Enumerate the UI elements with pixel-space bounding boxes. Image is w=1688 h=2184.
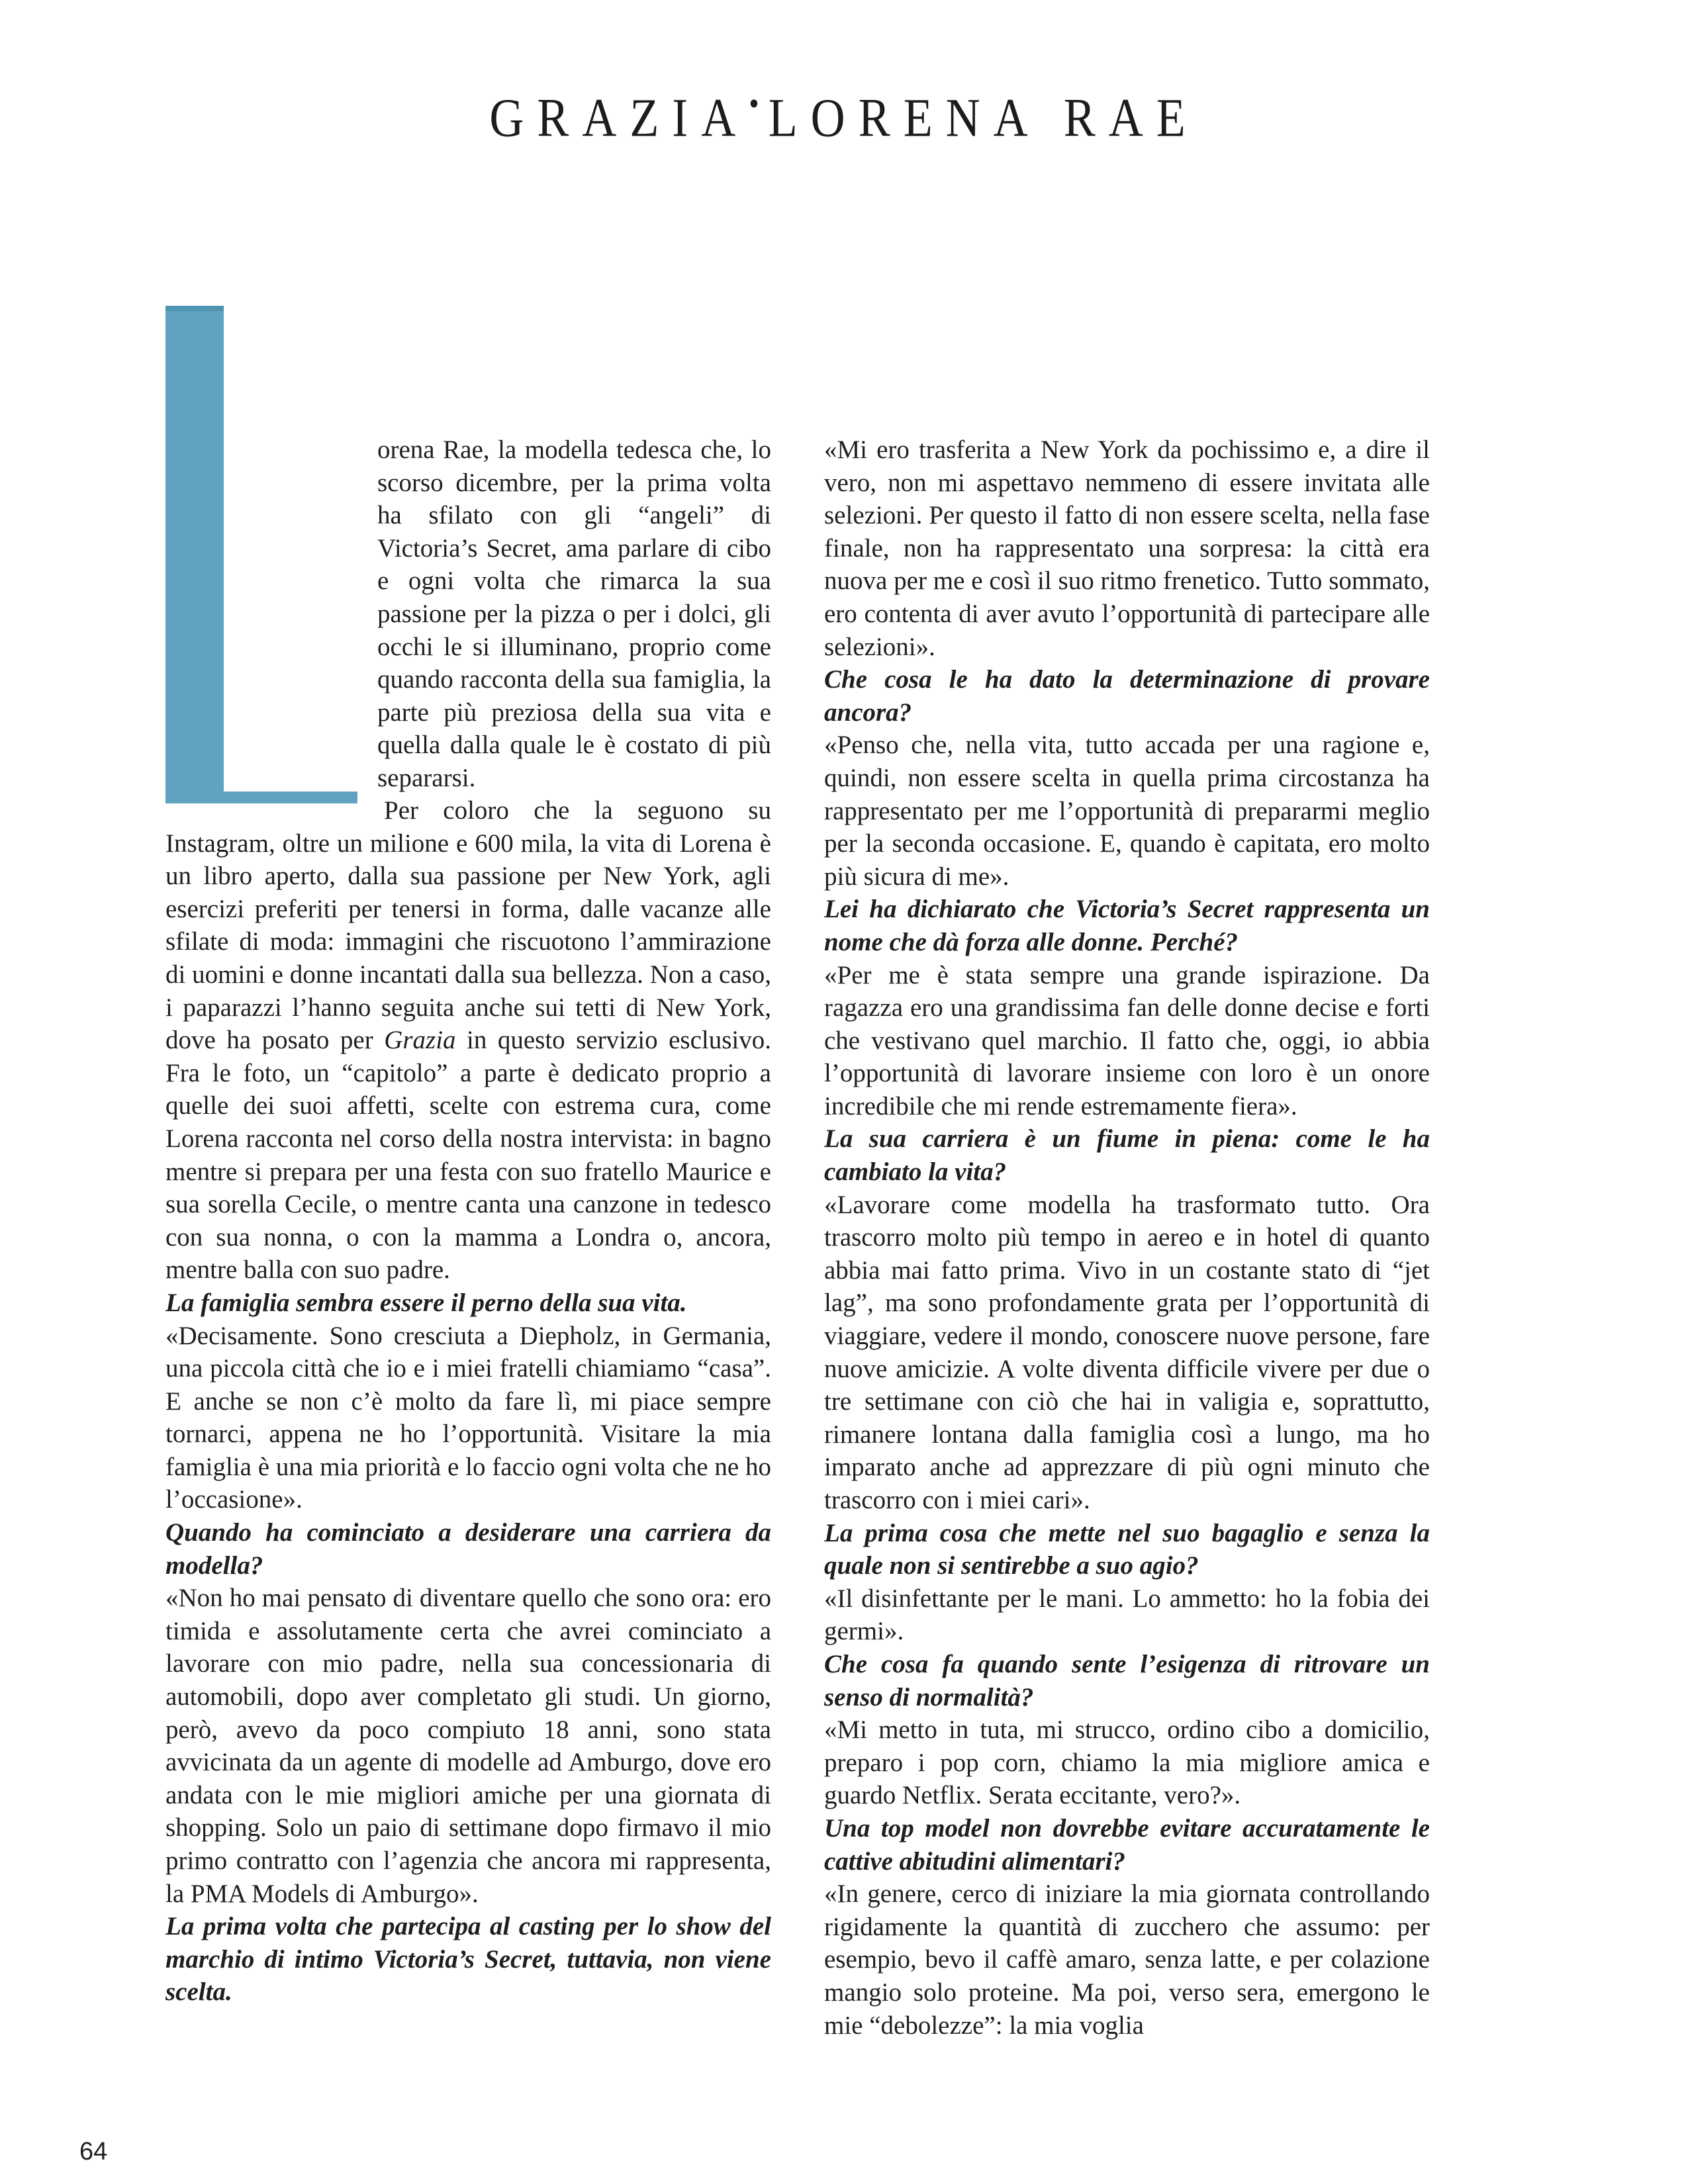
separator-dot: • (749, 85, 769, 122)
question-4: Che cosa le ha dato la determinazione di provare ancora? (824, 665, 1430, 727)
answer-2: «Non ho mai pensato di diventare quello che sono ora: ero timida e assolutamente certa che avrei cominciato a lavorare con mio padre, nella sua concessionaria di automobili, dopo aver completato gli studi. Un giorno, però, avevo da poco compiuto 18 anni, sono stata avvicinata da un agente di modelle ad Amburgo, dove ero andata con le mie migliori amiche per una giornata di shopping. Solo un paio di settimane dopo firmavo il mio primo contratto con l’agenzia che ancora mi rappresenta, la PMA Models di Amburgo». (165, 1584, 771, 1908)
answer-7: «Il disinfettante per le mani. Lo ammetto: ho la fobia dei germi». (824, 1584, 1430, 1646)
right-column (824, 433, 1430, 2042)
answer-3: «Mi ero trasferita a New York da pochissimo e, a dire il vero, non mi aspettavo nemmeno di essere invitata alle selezioni. Per questo il fatto di non essere scelta, nella fase finale, non ha rappresentato una sorpresa: la città era nuova per me e così il suo ritmo frenetico. Tutto sommato, ero contenta di aver avuto l’opportunità di partecipare alle selezioni». (824, 435, 1430, 661)
brand-name: GRAZIA (489, 87, 749, 148)
answer-6: «Lavorare come modella ha trasformato tutto. Ora trascorro molto più tempo in aereo e in hotel di quanto abbia mai fatto prima. Vivo in un costante stato di “jet lag”, ma sono profondamente grata per l’opportunità di viaggiare, vedere il mondo, conoscere nuove persone, fare nuove amicizie. A volte diventa difficile vivere per due o tre settimane con ciò che hai in valigia e, soprattutto, rimanere lontana dalla famiglia così a lungo, ma ho imparato anche ad apprezzare di più ogni minuto che trascorro con i miei cari». (824, 1190, 1430, 1514)
intro-p2-part-b: in questo servizio esclusivo. Fra le foto, un “capitolo” a parte è dedicato proprio a quelle dei suoi affetti, scelte con estrema cura, come Lorena racconta nel corso della nostra intervista: in bagno mentre si prepara per una festa con suo fratello Maurice e sua sorella Cecile, o mentre canta una canzone in tedesco con sua nonna, o con la mamma a Londra o, ancora, mentre balla con suo padre. (165, 1026, 771, 1285)
intro-p2-part-a: Per coloro che la seguono su Instagram, oltre un milione e 600 mila, la vita di Lorena è un libro aperto, dalla sua passione per New York, agli esercizi preferiti per tenersi in forma, dalle vacanze alle sfilate di moda: immagini che riscuotono l’ammirazione di uomini e donne incantati dalla sua bellezza. Non a caso, i paparazzi l’hanno seguita anche sui tetti di New York, dove ha posato per (165, 796, 771, 1055)
answer-8: «Mi metto in tuta, mi strucco, ordino cibo a domicilio, preparo i pop corn, chiamo la mia migliore amica e guardo Netflix. Serata eccitante, vero?». (824, 1715, 1430, 1810)
question-7: La prima cosa che mette nel suo bagaglio e senza la quale non si sentirebbe a suo agio? (824, 1518, 1430, 1580)
question-5: Lei ha dichiarato che Victoria’s Secret rappresenta un nome che dà forza alle donne. Perché? (824, 895, 1430, 956)
intro-paragraph-2 (165, 794, 771, 1287)
subject-name: LORENA RAE (768, 87, 1199, 148)
answer-5: «Per me è stata sempre una grande ispirazione. Da ragazza ero una grandissima fan delle donne decise e forti che vestivano quel marchio. Il fatto che, oggi, io abbia l’opportunità di lavorare insieme con loro è un onore incredibile che mi rende estremamente fiera». (824, 960, 1430, 1120)
intro-paragraph-lead (377, 433, 771, 795)
answer-1: «Decisamente. Sono cresciuta a Diepholz, in Germania, una piccola città che io e i miei fratelli chiamiamo “casa”. E anche se non c’è molto da fare lì, mi piace sempre tornarci, appena ne ho l’opportunità. Visitare la mia famiglia è una mia priorità e lo faccio ogni volta che ne ho l’occasione». (165, 1321, 771, 1514)
question-3: La prima volta che partecipa al casting per lo show del marchio di intimo Victoria’s Secret, tuttavia, non viene scelta. (165, 1912, 771, 2007)
intro-lead-text: orena Rae, la modella tedesca che, lo scorso dicembre, per la prima volta ha sfilato con gli “angeli” di Victoria’s Secret, ama parlare di cibo e ogni volta che rimarca la sua passione per la pizza o per i dolci, gli occhi le si illuminano, proprio come quando racconta della sua famiglia, la parte più preziosa della sua vita e quella dalla quale le è costato di più separarsi. (377, 435, 771, 792)
magazine-name: Grazia (384, 1026, 456, 1055)
question-1: La famiglia sembra essere il perno della sua vita. (165, 1288, 687, 1317)
masthead (0, 85, 1688, 148)
question-9: Una top model non dovrebbe evitare accuratamente le cattive abitudini alimentari? (824, 1813, 1430, 1876)
page-number: 64 (79, 2138, 108, 2165)
answer-4: «Penso che, nella vita, tutto accada per una ragione e, quindi, non essere scelta in quella prima circostanza ha rappresentato per me l’opportunità di prepararmi meglio per la seconda occasione. E, quando è capitata, ero molto più sicura di me». (824, 731, 1430, 891)
question-8: Che cosa fa quando sente l’esigenza di ritrovare un senso di normalità? (824, 1649, 1430, 1711)
left-column (165, 794, 771, 2009)
drop-cap-stem (165, 306, 224, 803)
answer-9: «In genere, cerco di iniziare la mia giornata controllando rigidamente la quantità di zucchero che assumo: per esempio, bevo il caffè amaro, senza latte, e per colazione mangio solo proteine. Ma poi, verso sera, emergono le mie “debolezze”: la mia voglia (824, 1880, 1430, 2040)
drop-cap-l (165, 306, 357, 803)
question-2: Quando ha cominciato a desiderare una carriera da modella? (165, 1518, 771, 1580)
question-6: La sua carriera è un fiume in piena: come le ha cambiato la vita? (824, 1124, 1430, 1187)
drop-cap-serif (165, 306, 224, 311)
